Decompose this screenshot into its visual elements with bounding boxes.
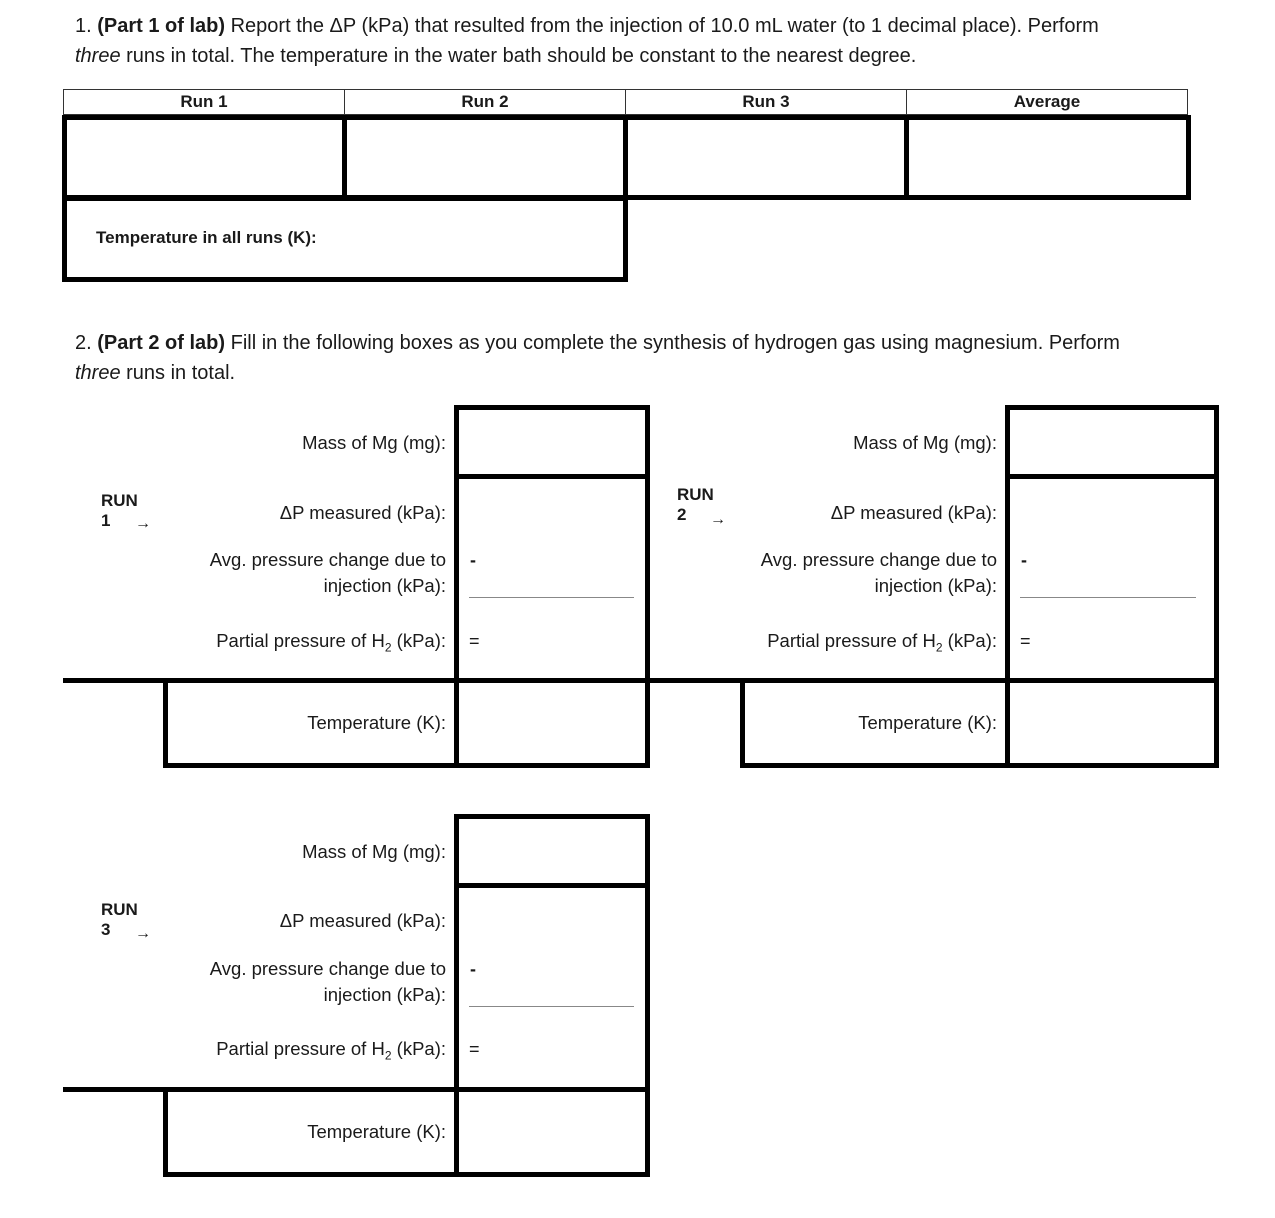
- run-3-dp-box[interactable]: [623, 115, 909, 200]
- partial-pre: Partial pressure of H: [216, 630, 385, 651]
- question-text: Fill in the following boxes as you complete the synthesis of hydrogen gas using magnesium. Perform: [225, 332, 1120, 354]
- average-dp-box[interactable]: [904, 115, 1191, 200]
- pressure-calc-box[interactable]: [1005, 474, 1219, 687]
- subscript: 2: [384, 1048, 392, 1063]
- mass-label: Mass of Mg (mg):: [302, 841, 446, 862]
- temperature-all-runs-label: Temperature in all runs (K):: [96, 228, 317, 247]
- temperature-label: Temperature (K):: [858, 712, 997, 733]
- temperature-label: Temperature (K):: [307, 1121, 446, 1142]
- header-run-2: Run 2: [344, 89, 626, 115]
- run-2-label: RUN 2: [677, 485, 714, 524]
- question-number: 1.: [75, 15, 92, 37]
- arrow-icon: →: [135, 515, 151, 532]
- avg-label-line2: injection (kPa):: [323, 575, 446, 596]
- minus-sign: -: [470, 550, 476, 570]
- run-2-dp-box[interactable]: [342, 115, 628, 200]
- temperature-box[interactable]: [454, 1087, 650, 1177]
- divider-line: [63, 1087, 168, 1092]
- mass-label: Mass of Mg (mg):: [853, 432, 997, 453]
- question-number: 2.: [75, 332, 92, 354]
- pressure-calc-box[interactable]: [454, 474, 650, 687]
- minus-sign: -: [1021, 550, 1027, 570]
- question-text: Report the ΔP (kPa) that resulted from the injection of 10.0 mL water (to 1 decimal place). Perform: [225, 15, 1099, 37]
- pressure-calc-box[interactable]: [454, 883, 650, 1096]
- mass-box[interactable]: [1005, 405, 1219, 479]
- partial-post: (kPa):: [391, 630, 446, 651]
- subtraction-line: [1020, 597, 1196, 598]
- mass-box[interactable]: [454, 814, 650, 888]
- arrow-icon: →: [135, 925, 151, 942]
- question-2-text: [75, 328, 1215, 388]
- minus-sign: -: [470, 959, 476, 979]
- avg-pressure-label: [180, 547, 446, 599]
- divider-line: [650, 678, 745, 683]
- mass-box[interactable]: [454, 405, 650, 479]
- mass-label: Mass of Mg (mg):: [302, 432, 446, 453]
- partial-post: (kPa):: [391, 1038, 446, 1059]
- header-run-1: Run 1: [63, 89, 345, 115]
- subscript: 2: [935, 640, 943, 655]
- question-part: (Part 2 of lab): [97, 332, 226, 354]
- question-1-text: [75, 11, 1215, 71]
- arrow-icon: →: [710, 511, 726, 528]
- emphasis-three: three: [75, 362, 121, 384]
- partial-post: (kPa):: [942, 630, 997, 651]
- partial-pre: Partial pressure of H: [216, 1038, 385, 1059]
- equals-sign: =: [469, 631, 480, 651]
- avg-label-line2: injection (kPa):: [874, 575, 997, 596]
- avg-label-line1: Avg. pressure change due to: [209, 958, 446, 979]
- avg-label-line1: Avg. pressure change due to: [209, 549, 446, 570]
- dp-measured-label: ΔP measured (kPa):: [279, 502, 446, 523]
- subtraction-line: [469, 597, 634, 598]
- run-1-dp-box[interactable]: [62, 115, 347, 200]
- avg-pressure-label: [731, 547, 997, 599]
- question-part: (Part 1 of lab): [97, 15, 226, 37]
- avg-label-line2: injection (kPa):: [323, 984, 446, 1005]
- partial-pressure-label: [150, 628, 446, 661]
- emphasis-three: three: [75, 45, 121, 67]
- divider-line: [63, 678, 168, 683]
- run-3-label: RUN 3: [101, 900, 138, 939]
- avg-pressure-label: [180, 956, 446, 1008]
- dp-measured-label: ΔP measured (kPa):: [830, 502, 997, 523]
- header-run-3: Run 3: [625, 89, 907, 115]
- temperature-label: Temperature (K):: [307, 712, 446, 733]
- equals-sign: =: [469, 1039, 480, 1059]
- partial-pressure-label: [701, 628, 997, 661]
- run-1-label: RUN 1: [101, 491, 138, 530]
- partial-pressure-label: [150, 1036, 446, 1069]
- header-average: Average: [906, 89, 1188, 115]
- avg-label-line1: Avg. pressure change due to: [760, 549, 997, 570]
- temperature-box[interactable]: [1005, 678, 1219, 768]
- dp-measured-label: ΔP measured (kPa):: [279, 910, 446, 931]
- question-text: runs in total. The temperature in the water bath should be constant to the nearest degree.: [120, 45, 917, 67]
- subscript: 2: [384, 640, 392, 655]
- partial-pre: Partial pressure of H: [767, 630, 936, 651]
- question-text: runs in total.: [120, 362, 236, 384]
- equals-sign: =: [1020, 631, 1031, 651]
- subtraction-line: [469, 1006, 634, 1007]
- temperature-box[interactable]: [454, 678, 650, 768]
